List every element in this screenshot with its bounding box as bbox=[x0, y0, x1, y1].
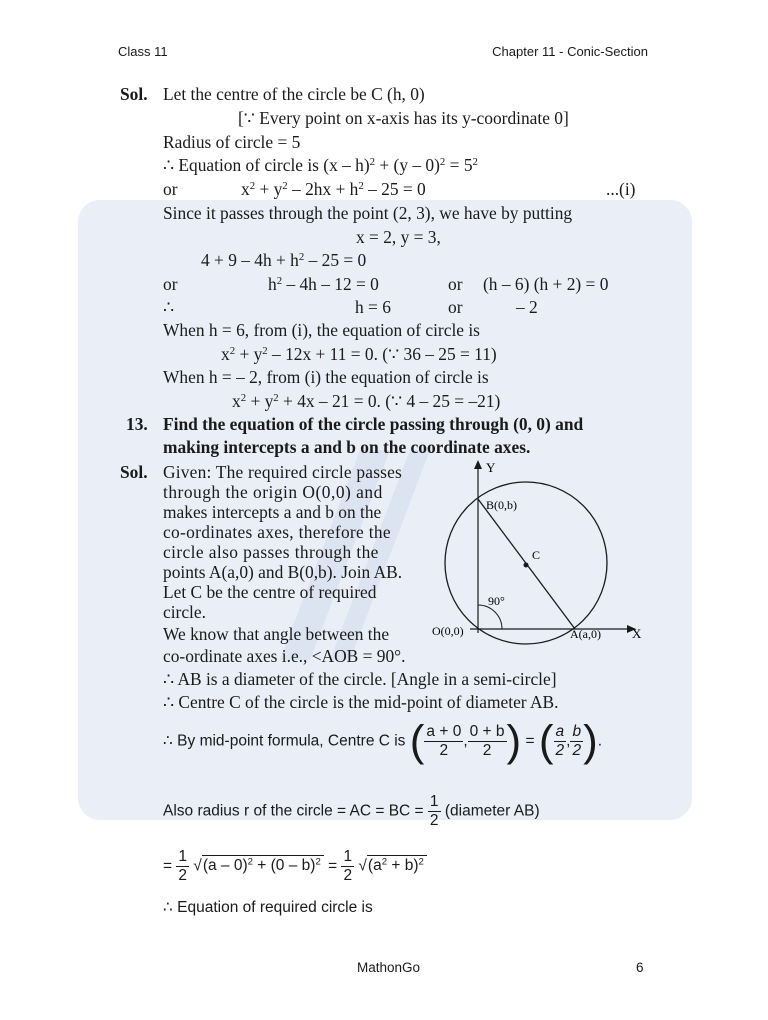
midpoint-formula: ∴ By mid-point formula, Centre C is ( $\frac{a + 0}{2}$ , $\frac{0 + b}{2}$ ) = ( $\frac{a}{2}$ , $\frac{b}{2}$ ). bbox=[163, 716, 603, 766]
sol-line: Since it passes through the point (2, 3), we have by putting bbox=[163, 203, 573, 223]
sol-line: $x^2 + y^2 - 12x + 11 = 0$. (∵ 36 – 25 = 11) bbox=[221, 344, 497, 364]
equation-tag: ...(i) bbox=[606, 179, 636, 199]
y-axis-arrow-icon bbox=[474, 460, 482, 469]
y-axis-label: Y bbox=[486, 460, 496, 475]
angle-label: 90° bbox=[488, 594, 505, 608]
sol-line: Let C be the centre of required bbox=[163, 582, 377, 602]
sol-line: Given: The required circle passes bbox=[163, 462, 403, 482]
or-label: or bbox=[163, 179, 178, 199]
sol-line: (h – 6) (h + 2) = 0 bbox=[483, 274, 609, 294]
sol-line: When h = – 2, from (i) the equation of circle is bbox=[163, 367, 489, 387]
sol-line: Let the centre of the circle be C (h, 0) bbox=[163, 84, 425, 104]
class-label: Class 11 bbox=[118, 44, 168, 59]
sol-line: circle. bbox=[163, 602, 206, 622]
footer-brand: MathonGo bbox=[357, 960, 421, 975]
sol-line: ∴ Centre C of the circle is the mid-point of diameter AB. bbox=[163, 692, 559, 712]
origin-label: O(0,0) bbox=[432, 624, 464, 638]
question-line: making intercepts a and b on the coordinate axes. bbox=[163, 437, 531, 457]
sol-line: $h^2 - 4h - 12 = 0$ bbox=[268, 274, 379, 294]
sol-line: x = 2, y = 3, bbox=[356, 227, 441, 247]
therefore-symbol: ∴ bbox=[163, 297, 175, 317]
or-label: or bbox=[448, 274, 463, 294]
page-number: 6 bbox=[636, 960, 644, 975]
or-label: or bbox=[448, 297, 463, 317]
sol-line: circle also passes through the bbox=[163, 542, 379, 562]
sol-line: ∴ AB is a diameter of the circle. [Angle in a semi-circle] bbox=[163, 669, 557, 689]
x-axis-label: X bbox=[632, 626, 642, 641]
sol-line: through the origin O(0,0) and bbox=[163, 482, 383, 502]
sol-line: When h = 6, from (i), the equation of circle is bbox=[163, 320, 480, 340]
point-a-label: A(a,0) bbox=[570, 627, 601, 641]
sol-line: [∵ Every point on x-axis has its y-coordinate 0] bbox=[238, 108, 569, 128]
sol-line: $x^2 + y^2 + 4x - 21 = 0$. (∵ 4 – 25 = –21) bbox=[232, 391, 501, 411]
centre-label: C bbox=[532, 548, 541, 562]
sol-line: points A(a,0) and B(0,b). Join AB. bbox=[163, 562, 403, 582]
sol-line: We know that angle between the bbox=[163, 624, 390, 644]
sol-line: ∴ Equation of required circle is bbox=[163, 899, 373, 916]
sol-label: Sol. bbox=[120, 462, 148, 482]
circle-diagram bbox=[430, 455, 650, 645]
sol-label: Sol. bbox=[120, 84, 148, 104]
sol-line: co-ordinate axes i.e., <AOB = 90°. bbox=[163, 646, 406, 666]
sol-line: co-ordinates axes, therefore the bbox=[163, 522, 391, 542]
or-label: or bbox=[163, 274, 178, 294]
question-line: Find the equation of the circle passing through (0, 0) and bbox=[163, 414, 584, 434]
radius-line: Also radius r of the circle = AC = BC = $\frac{1}{2}$ (diameter AB) bbox=[163, 793, 540, 829]
chapter-label: Chapter 11 - Conic-Section bbox=[492, 44, 648, 59]
sol-line: Radius of circle = 5 bbox=[163, 132, 301, 152]
sol-line: h = 6 bbox=[355, 297, 391, 317]
sol-line: $x^2 + y^2 - 2hx + h^2 - 25 = 0$ bbox=[241, 179, 426, 199]
question-number: 13. bbox=[126, 414, 148, 434]
sol-line: – 2 bbox=[516, 297, 538, 317]
radius-formula: = $\frac{1}{2}$ √(a – 0)$^2$ + (0 – b)$^2$ = $\frac{1}{2}$ $√(a^2 + b)^2$ bbox=[163, 848, 427, 885]
right-angle-arc bbox=[478, 605, 502, 629]
sol-line: ∴ Equation of circle is $(x - h)^2 + (y - 0)^2 = 5^2$ bbox=[163, 155, 478, 175]
centre-point bbox=[524, 563, 529, 568]
point-b-label: B(0,b) bbox=[486, 498, 517, 512]
sol-line: $4 + 9 - 4h + h^2 - 25 = 0$ bbox=[201, 250, 367, 270]
sol-line: makes intercepts a and b on the bbox=[163, 502, 382, 522]
